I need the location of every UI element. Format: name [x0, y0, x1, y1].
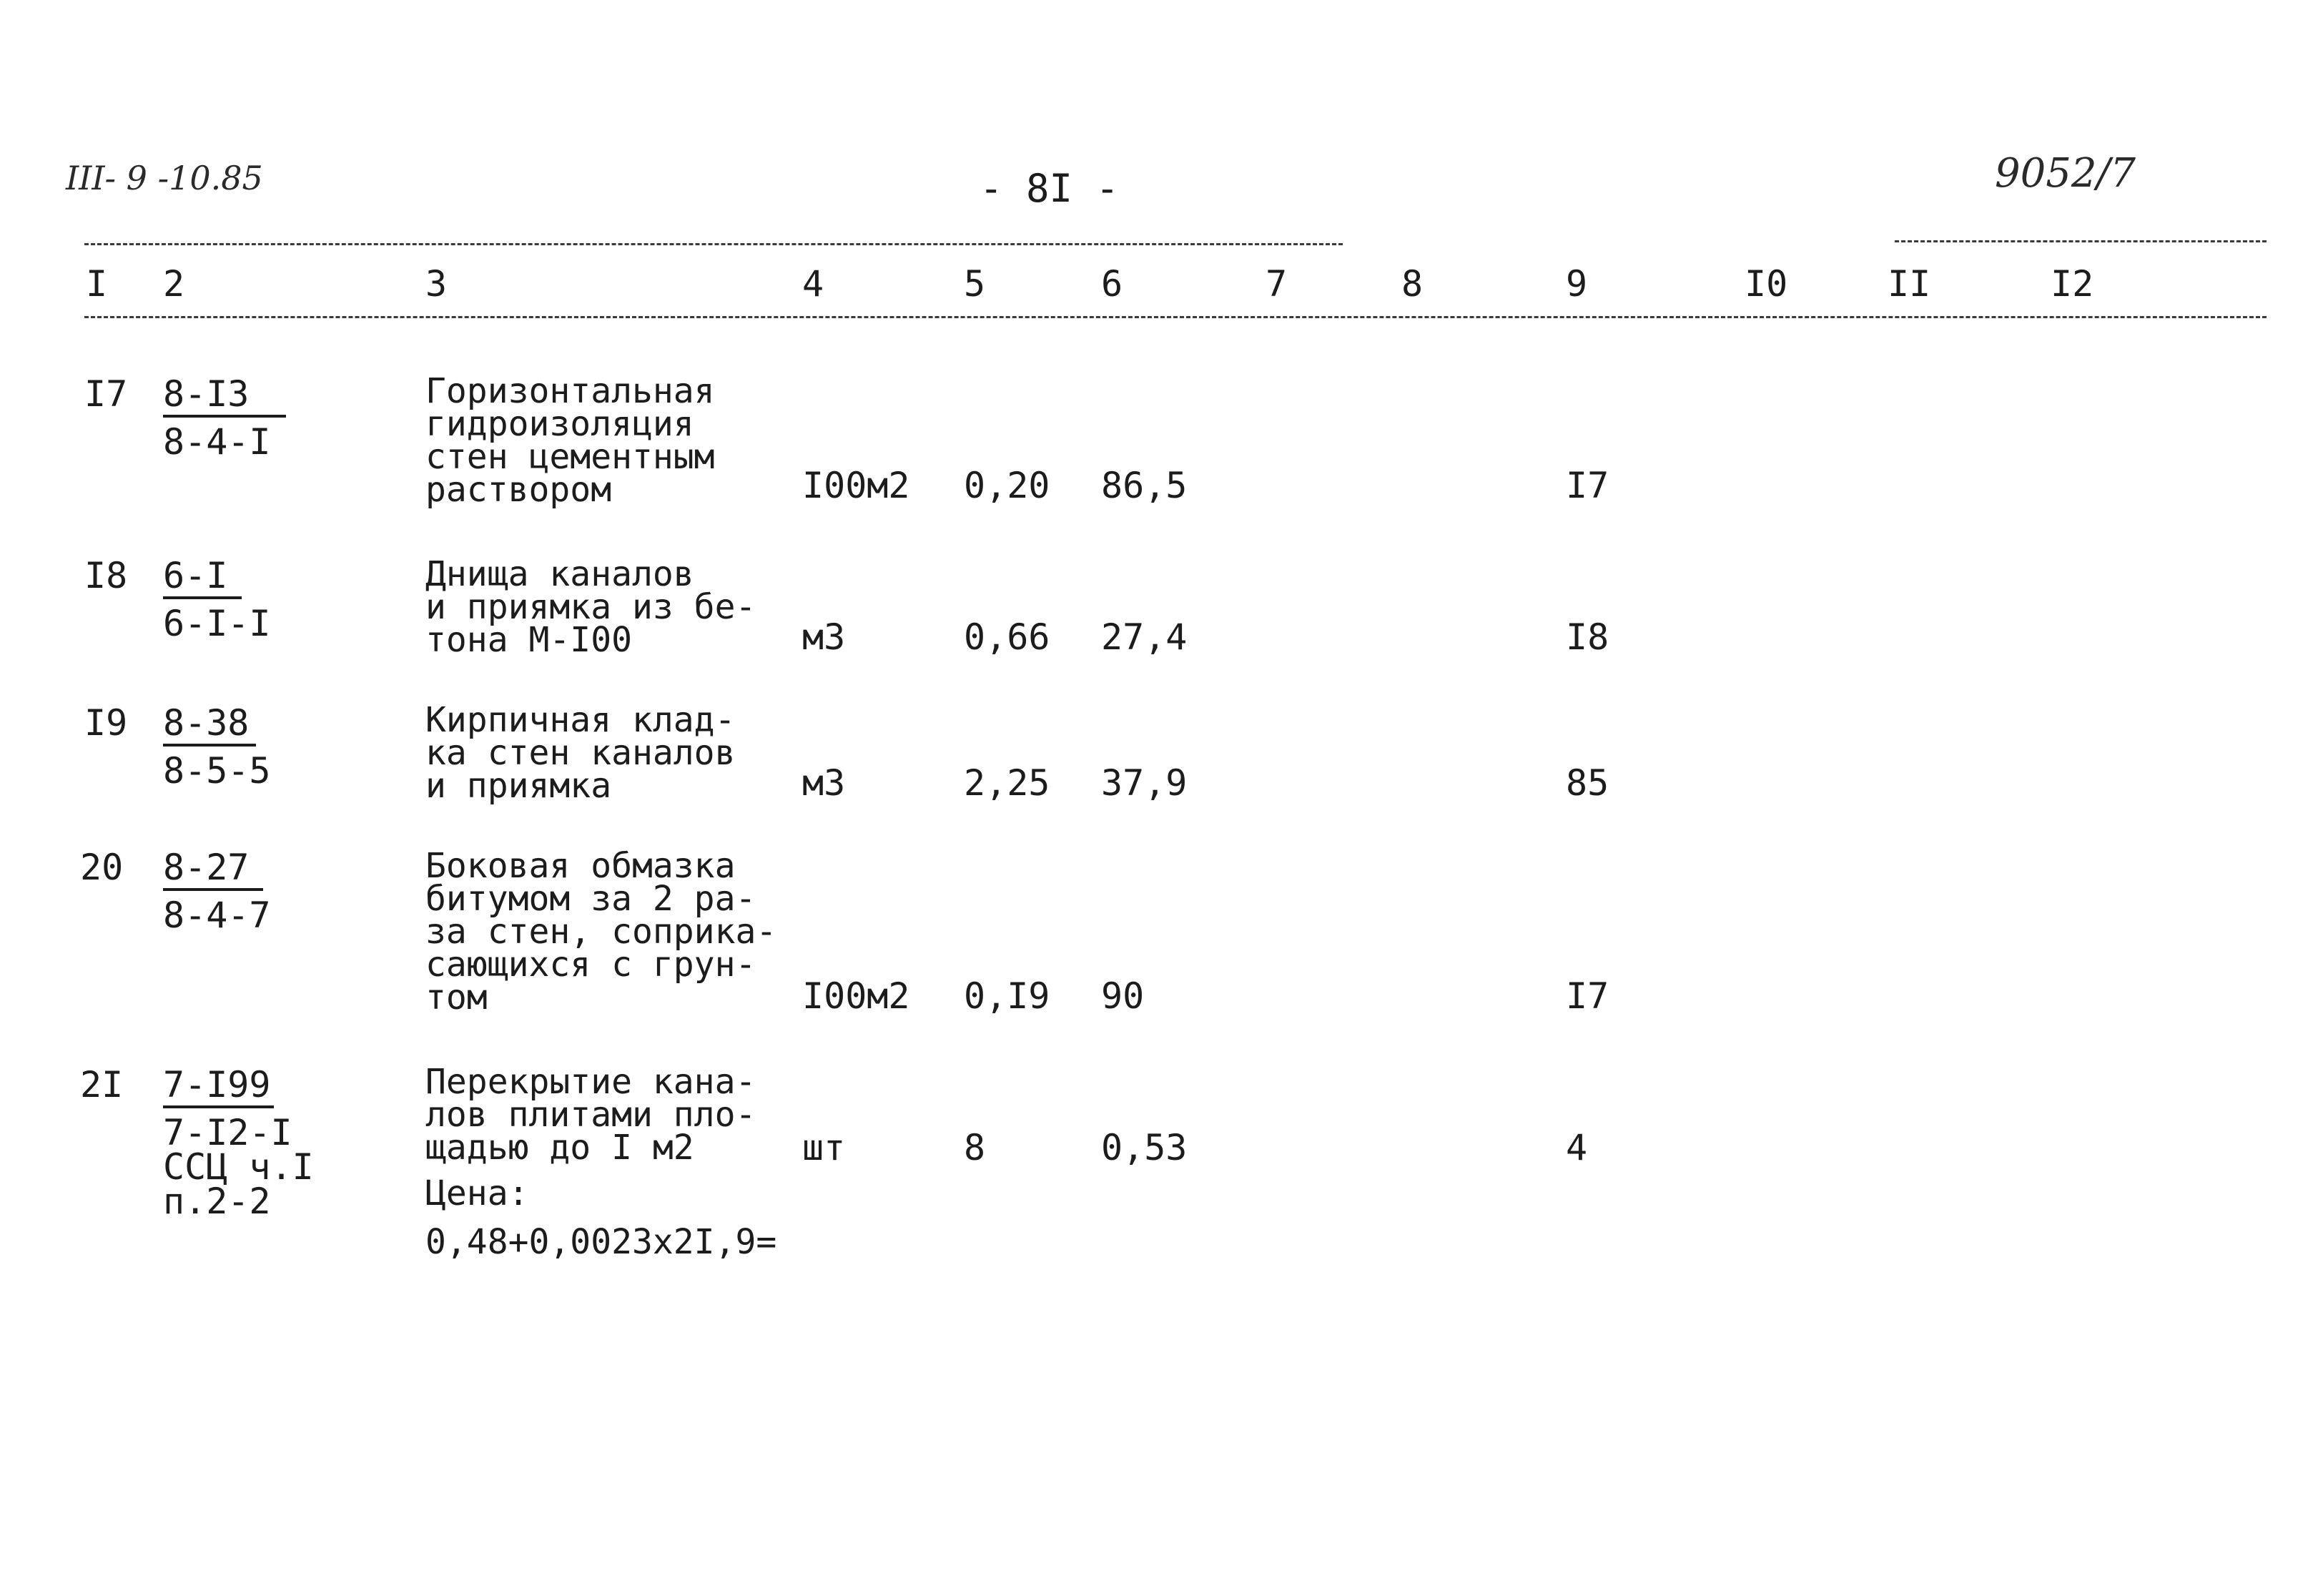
unit-price: 86,5: [1101, 465, 1188, 506]
column-number-12: I2: [2051, 263, 2094, 305]
description-line: лов плитами пло-: [425, 1095, 756, 1135]
work-description: [425, 700, 736, 806]
work-description: [425, 1062, 777, 1262]
description-line: и приямка: [425, 766, 612, 806]
unit-price: 0,53: [1101, 1127, 1188, 1168]
unit-price: 27,4: [1101, 616, 1188, 658]
column-number-11: II: [1888, 263, 1931, 305]
work-description: [425, 371, 715, 510]
unit: м3: [802, 762, 846, 804]
column-number-1: I: [86, 263, 108, 305]
description-line: битумом за 2 ра-: [425, 879, 756, 919]
description-line: тона М-I00: [425, 620, 632, 660]
column-number-8: 8: [1401, 263, 1424, 305]
quantity: 0,I9: [964, 975, 1050, 1017]
row-number: I9: [84, 702, 128, 744]
price-reference-code: 8-4-7: [163, 895, 271, 936]
column-9-value: I7: [1566, 975, 1609, 1017]
column-number-7: 7: [1266, 263, 1288, 305]
column-number-10: I0: [1745, 263, 1788, 305]
unit: шт: [802, 1127, 846, 1168]
page-number: - 8I -: [980, 166, 1120, 211]
price-note-label: Цена:: [425, 1173, 529, 1213]
quantity: 0,66: [964, 616, 1050, 658]
description-line: Днища каналов: [425, 554, 694, 594]
norm-reference: [163, 702, 271, 792]
norm-reference: [163, 1064, 314, 1222]
document-number: 9052/7: [1995, 150, 2136, 197]
description-line: гидроизоляция: [425, 404, 694, 444]
column-number-4: 4: [802, 263, 824, 305]
work-description: [425, 846, 777, 1018]
description-line: Боковая обмазка: [425, 846, 736, 886]
description-line: Кирпичная клад-: [425, 700, 736, 740]
unit: м3: [802, 616, 846, 658]
description-line: стен цементным: [425, 437, 715, 477]
header-rule-top-right: [1895, 240, 2267, 242]
quantity: 2,25: [964, 762, 1050, 804]
description-line: Перекрытие кана-: [425, 1062, 756, 1102]
row-number: 20: [80, 847, 124, 888]
column-number-2: 2: [163, 263, 185, 305]
description-line: Горизонтальная: [425, 371, 715, 411]
description-line: раствором: [425, 470, 612, 510]
norm-reference-code: 7-I99: [163, 1067, 274, 1108]
description-line: щадью до I м2: [425, 1128, 694, 1168]
column-9-value: 4: [1566, 1127, 1588, 1168]
norm-reference: [163, 847, 271, 936]
column-9-value: I8: [1566, 616, 1609, 658]
norm-reference: [163, 555, 271, 644]
price-note-formula: 0,48+0,0023х2I,9=: [425, 1222, 777, 1262]
column-9-value: 85: [1566, 762, 1609, 804]
description-line: и приямка из бе-: [425, 587, 756, 627]
quantity: 0,20: [964, 465, 1050, 506]
row-number: I7: [84, 373, 128, 415]
quantity: 8: [964, 1127, 986, 1168]
column-number-5: 5: [964, 263, 986, 305]
column-9-value: I7: [1566, 465, 1609, 506]
description-line: ка стен каналов: [425, 733, 736, 773]
document-code: III- 9 -10.85: [66, 159, 263, 197]
column-number-9: 9: [1566, 263, 1588, 305]
row-number: I8: [84, 555, 128, 596]
header-rule-top-left: [84, 243, 1343, 245]
price-reference-code: 7-I2-I: [163, 1112, 292, 1153]
price-reference-code: 8-4-I: [163, 421, 271, 463]
column-number-6: 6: [1101, 263, 1123, 305]
price-reference-paragraph: п.2-2: [163, 1181, 271, 1222]
norm-reference: [163, 373, 286, 463]
norm-reference-code: 8-I3: [163, 376, 286, 418]
unit-price: 37,9: [1101, 762, 1188, 804]
description-line: сающихся с грун-: [425, 945, 756, 985]
header-rule-bottom: [84, 316, 2267, 318]
price-reference-code: 8-5-5: [163, 750, 271, 792]
unit: I00м2: [802, 465, 910, 506]
norm-reference-code: 8-38: [163, 705, 256, 747]
row-number: 2I: [80, 1064, 124, 1105]
norm-reference-code: 8-27: [163, 849, 263, 891]
unit: I00м2: [802, 975, 910, 1017]
description-line: за стен, соприка-: [425, 912, 777, 952]
work-description: [425, 554, 756, 660]
price-reference-source: ССЦ ч.I: [163, 1146, 314, 1188]
unit-price: 90: [1101, 975, 1145, 1017]
norm-reference-code: 6-I: [163, 558, 242, 599]
price-reference-code: 6-I-I: [163, 603, 271, 644]
column-number-3: 3: [425, 263, 448, 305]
description-line: том: [425, 977, 488, 1018]
